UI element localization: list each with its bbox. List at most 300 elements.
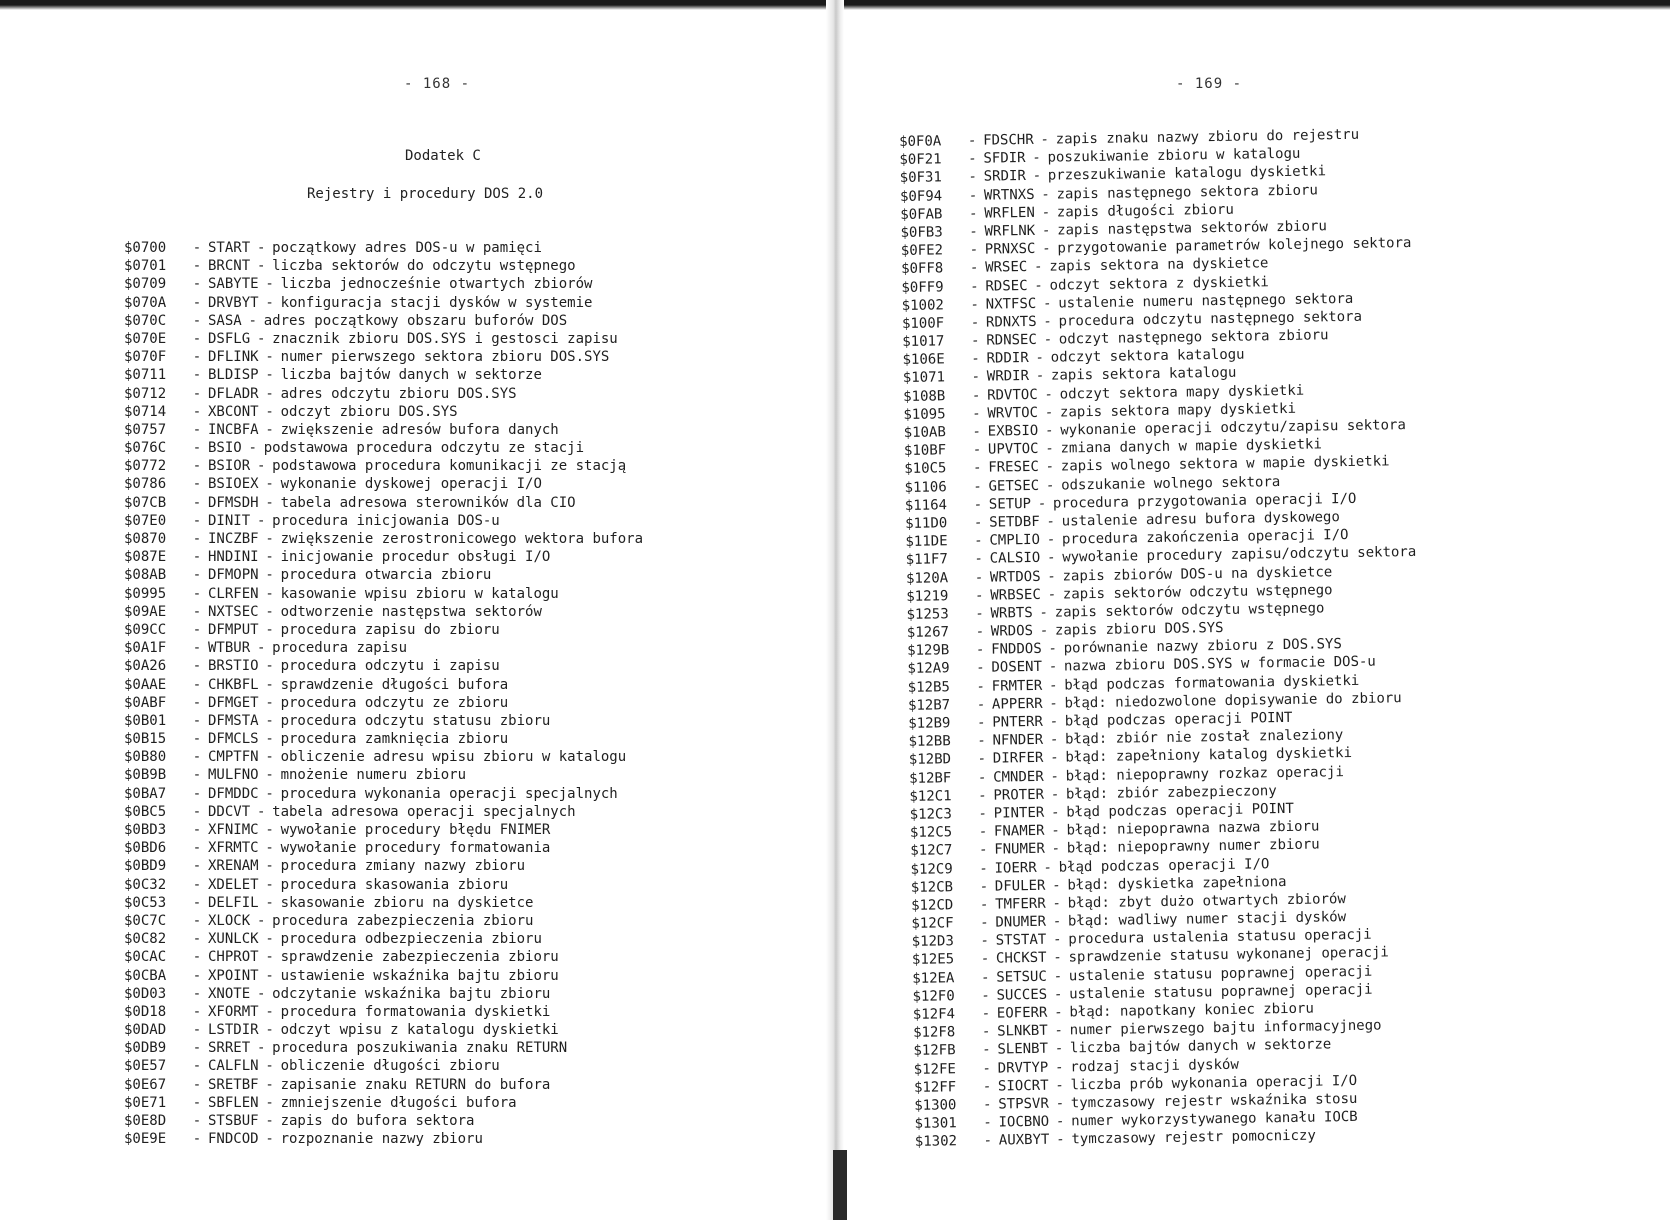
separator-dash: - [1045, 458, 1055, 476]
entry-address: $0BA7 [124, 785, 167, 802]
separator-dash: - [265, 476, 274, 493]
entry-description: liczba prób wykonania operacji I/O [1070, 1072, 1358, 1094]
entry-address: $1071 [902, 369, 946, 387]
separator-dash: - [1050, 768, 1060, 785]
entry-address: $12BF [909, 769, 952, 787]
entry-description: przeszukiwanie katalogu dyskietki [1047, 163, 1327, 185]
entry-name: SETSUC [996, 968, 1047, 986]
separator-dash: - [256, 240, 266, 256]
entry-address: $07CB [124, 494, 167, 511]
entry-name: DRVBYT [208, 294, 259, 311]
entry-description: tabela adresowa operacji specjalnych [272, 803, 576, 820]
entry-description: wywołanie procedury formatowania [280, 840, 551, 857]
separator-dash: - [256, 512, 266, 529]
separator-dash: - [1052, 931, 1062, 948]
entry-description: zapis następnego sektora zbioru [1056, 181, 1318, 203]
register-entry [124, 694, 643, 712]
entry-address: $0711 [124, 367, 167, 384]
separator-dash: - [265, 858, 274, 875]
separator-dash: - [265, 712, 274, 729]
register-entry [124, 403, 643, 421]
entry-description: konfiguracja stacji dysków w systemie [280, 294, 593, 311]
separator-dash: - [265, 385, 274, 402]
separator-dash: - [192, 349, 202, 366]
separator-dash: - [1045, 440, 1054, 457]
register-entry [124, 876, 643, 894]
separator-dash: - [192, 640, 202, 657]
register-entry [124, 1021, 643, 1039]
entry-name: STSTAT [995, 932, 1047, 949]
entry-address: $0E8D [124, 1113, 167, 1129]
entry-description: procedura odczytu i zapisu [280, 658, 500, 675]
separator-dash: - [265, 694, 274, 711]
entry-name: PNTERR [992, 713, 1043, 731]
page-number: - 168 - [404, 76, 471, 92]
entry-name: AUXBYT [998, 1132, 1050, 1149]
entry-name: SETUP [988, 495, 1032, 513]
separator-dash: - [265, 621, 274, 638]
separator-dash: - [265, 1131, 274, 1148]
entry-name: DSFLG [208, 330, 251, 347]
separator-dash: - [248, 312, 257, 329]
separator-dash: - [980, 951, 990, 968]
separator-dash: - [192, 731, 202, 748]
entry-name: WRDIR [986, 368, 1030, 386]
separator-dash: - [1044, 422, 1054, 439]
entry-address: $1095 [903, 406, 946, 423]
register-entry [124, 475, 643, 493]
separator-dash: - [981, 987, 990, 1004]
separator-dash: - [265, 1022, 274, 1039]
separator-dash: - [1056, 1131, 1065, 1148]
entry-address: $12B5 [907, 678, 950, 696]
separator-dash: - [973, 514, 983, 531]
entry-address: $087E [124, 549, 167, 566]
entry-name: APPERR [991, 695, 1043, 713]
separator-dash: - [1046, 531, 1056, 548]
left-page [0, 0, 826, 1220]
separator-dash: - [192, 512, 202, 529]
entry-address: $1267 [906, 624, 950, 641]
separator-dash: - [1053, 949, 1062, 967]
entry-address: $108B [903, 387, 946, 405]
entry-description: ustalenie numeru następnego sektora [1058, 290, 1354, 312]
entry-name: XNOTE [208, 985, 251, 1002]
entry-address: $0F21 [899, 151, 942, 169]
entry-address: $0C32 [124, 876, 167, 893]
separator-dash: - [968, 169, 978, 186]
entry-name: CHPROT [208, 949, 259, 966]
separator-dash: - [265, 1058, 274, 1075]
entry-description: nazwa zbioru DOS.SYS w formacie DOS-u [1063, 654, 1376, 675]
entry-address: $0E57 [124, 1058, 167, 1075]
separator-dash: - [265, 894, 274, 911]
separator-dash: - [192, 312, 202, 329]
register-entry [124, 512, 643, 530]
separator-dash: - [970, 278, 979, 295]
entry-name: XDELET [208, 876, 259, 893]
entry-address: $070A [124, 294, 167, 311]
appendix-subtitle: Rejestry i procedury DOS 2.0 [307, 186, 544, 202]
entry-address: $12A9 [907, 660, 950, 678]
entry-address: $0701 [124, 258, 167, 275]
entry-name: FNDDOS [991, 641, 1042, 658]
entry-description: liczba bajtów danych w sektorze [1069, 1036, 1332, 1057]
entry-description: znacznik zbioru DOS.SYS i gestosci zapisu [272, 330, 618, 347]
entry-name: WRSEC [985, 259, 1028, 276]
separator-dash: - [977, 732, 986, 750]
entry-address: $11F7 [905, 551, 948, 569]
entry-name: STSBUF [208, 1113, 259, 1129]
separator-dash: - [976, 678, 986, 695]
entry-description: początkowy adres DOS-u w pamięci [272, 240, 542, 256]
entry-address: $12E5 [911, 951, 955, 969]
separator-dash: - [192, 276, 202, 293]
separator-dash: - [192, 749, 202, 766]
entry-description: procedura odczytu ze zbioru [280, 694, 509, 711]
entry-description: błąd: napotkany koniec zbioru [1069, 1000, 1314, 1021]
separator-dash: - [192, 476, 202, 493]
register-list [899, 125, 1426, 1151]
separator-dash: - [979, 878, 989, 895]
register-entry [124, 621, 643, 639]
entry-name: XFRMTC [208, 840, 259, 857]
separator-dash: - [1049, 731, 1059, 748]
entry-address: $0FF8 [901, 260, 944, 278]
entry-description: numer pierwszego sektora zbioru DOS.SYS [280, 349, 610, 366]
entry-address: $12EA [912, 969, 955, 987]
entry-address: $0B80 [124, 749, 167, 766]
entry-name: XRENAM [208, 858, 259, 875]
entry-address: $120A [905, 569, 949, 587]
separator-dash: - [975, 623, 985, 640]
entry-name: EXBSIO [987, 422, 1039, 440]
entry-name: XBCONT [208, 403, 259, 420]
entry-description: procedura otwarcia zbioru [280, 567, 492, 584]
entry-address: $0DAD [124, 1022, 167, 1039]
entry-name: FRESEC [988, 459, 1039, 477]
entry-address: $1302 [914, 1133, 958, 1151]
entry-address: $0BD6 [124, 840, 167, 857]
separator-dash: - [1055, 1095, 1065, 1112]
register-entry [124, 712, 643, 730]
separator-dash: - [1050, 749, 1059, 767]
entry-description: ustalenie statusu poprawnej operacji [1069, 981, 1373, 1003]
separator-dash: - [983, 1114, 992, 1131]
register-entry [124, 275, 643, 293]
entry-description: procedura zapisu do zbioru [280, 621, 500, 638]
separator-dash: - [1055, 1077, 1064, 1094]
entry-name: FNUMER [994, 841, 1045, 858]
entry-name: WRTDOS [989, 568, 1041, 586]
entry-address: $0E67 [124, 1076, 167, 1093]
entry-address: $0CBA [124, 967, 167, 984]
entry-address: $0ABF [124, 694, 167, 711]
register-entry [124, 894, 643, 912]
separator-dash: - [978, 805, 988, 822]
separator-dash: - [1043, 331, 1053, 348]
entry-description: sprawdzenie zabezpieczenia zbioru [280, 949, 559, 966]
entry-address: $10BF [903, 442, 947, 460]
separator-dash: - [1051, 822, 1060, 839]
entry-name: PINTER [993, 804, 1045, 822]
separator-dash: - [265, 785, 274, 802]
separator-dash: - [192, 858, 202, 875]
register-entry [124, 857, 643, 875]
entry-description: sprawdzenie długości bufora [280, 676, 509, 693]
entry-description: błąd podczas operacji POINT [1066, 800, 1294, 821]
entry-name: RDDIR [986, 350, 1029, 367]
entry-description: odczytanie wskaźnika bajtu zbioru [272, 985, 551, 1002]
entry-address: $09AE [124, 603, 167, 620]
separator-dash: - [974, 569, 984, 586]
separator-dash: - [1052, 877, 1061, 894]
entry-address: $12CB [910, 878, 954, 896]
entry-description: procedura odczytu statusu zbioru [280, 712, 551, 729]
separator-dash: - [1047, 568, 1056, 585]
register-entry [124, 639, 643, 657]
separator-dash: - [256, 258, 266, 275]
entry-description: liczba jednocześnie otwartych zbiorów [280, 276, 593, 293]
register-entry [124, 239, 643, 257]
entry-name: RDNXTS [985, 313, 1037, 331]
entry-address: $0B15 [124, 731, 167, 748]
entry-address: $070F [124, 349, 167, 366]
separator-dash: - [977, 751, 987, 768]
separator-dash: - [983, 1132, 993, 1150]
separator-dash: - [192, 240, 202, 256]
register-entry [124, 585, 643, 603]
separator-dash: - [1041, 204, 1051, 221]
entry-description: ustalenie statusu poprawnej operacji [1068, 963, 1373, 985]
register-entry [124, 548, 643, 566]
entry-name: IOERR [994, 859, 1037, 877]
entry-address: $1219 [906, 587, 949, 605]
register-entry [124, 330, 643, 348]
entry-name: WRBSEC [990, 586, 1041, 604]
entry-description: odszukanie wolnego sektora [1061, 473, 1281, 494]
separator-dash: - [192, 985, 202, 1002]
separator-dash: - [1049, 695, 1058, 712]
entry-name: LSTDIR [208, 1022, 259, 1039]
entry-address: $0BC5 [124, 803, 167, 820]
separator-dash: - [192, 803, 202, 820]
entry-address: $0FF9 [901, 278, 944, 296]
register-entry [124, 821, 643, 839]
separator-dash: - [970, 332, 980, 349]
entry-name: WRDOS [990, 623, 1034, 640]
entry-description: procedura zapisu [272, 640, 408, 657]
entry-description: wykonanie operacji odczytu/zapisu sektora [1060, 417, 1406, 439]
page-number: - 169 - [1176, 76, 1243, 92]
separator-dash: - [1044, 386, 1054, 403]
separator-dash: - [265, 494, 274, 511]
separator-dash: - [265, 1076, 274, 1093]
entry-name: DFULER [994, 877, 1046, 895]
entry-description: numer pierwszego bajtu informacyjnego [1069, 1017, 1382, 1039]
separator-dash: - [980, 932, 990, 950]
register-entry [124, 657, 643, 675]
entry-description: rodzaj stacji dysków [1070, 1056, 1239, 1075]
entry-description: adres odczytu zbioru DOS.SYS [280, 385, 517, 402]
register-entry [124, 385, 643, 403]
entry-name: SIOCRT [997, 1077, 1049, 1095]
entry-name: SABYTE [208, 276, 259, 293]
entry-name: START [208, 240, 251, 256]
entry-description: wywołanie procedury błędu FNIMER [280, 822, 551, 838]
separator-dash: - [265, 367, 274, 384]
register-entry [124, 930, 643, 948]
entry-address: $12CD [911, 897, 954, 914]
entry-description: błąd: wadliwy numer stacji dysków [1067, 909, 1347, 930]
separator-dash: - [265, 767, 274, 784]
entry-address: $0757 [124, 421, 167, 438]
separator-dash: - [969, 223, 978, 240]
entry-description: zapis sektora na dyskietce [1049, 255, 1269, 275]
entry-address: $1301 [914, 1115, 957, 1133]
entry-name: FNAMER [993, 822, 1045, 840]
entry-name: DOSENT [991, 659, 1043, 677]
entry-description: liczba bajtów danych w sektorze [280, 367, 542, 384]
separator-dash: - [265, 349, 274, 366]
separator-dash: - [981, 1023, 991, 1040]
entry-description: ustalenie adresu bufora dyskowego [1061, 509, 1340, 530]
entry-description: tymczasowy rejestr wskaźnika stosu [1070, 1090, 1358, 1112]
register-entry [124, 839, 643, 857]
entry-description: procedura zabezpieczenia zbioru [272, 912, 534, 929]
entry-description: błąd: zapełniony katalog dyskietki [1065, 745, 1353, 766]
entry-name: XFNIMC [208, 822, 259, 838]
entry-description: obliczenie długości zbioru [280, 1058, 500, 1075]
entry-name: NXTFSC [985, 295, 1037, 313]
separator-dash: - [973, 478, 982, 495]
separator-dash: - [1055, 1113, 1065, 1130]
entry-description: odczyt zbioru DOS.SYS [280, 403, 458, 420]
separator-dash: - [975, 641, 985, 659]
entry-address: $0A1F [124, 640, 167, 657]
entry-description: zapis wolnego sektora w mapie dyskietki [1060, 453, 1390, 475]
register-entry [124, 257, 643, 275]
entry-name: CMPTFN [208, 749, 259, 766]
entry-name: BRCNT [208, 258, 251, 275]
separator-dash: - [192, 767, 202, 784]
separator-dash: - [979, 896, 989, 913]
separator-dash: - [982, 1078, 992, 1095]
register-entry [124, 603, 643, 621]
entry-address: $0772 [124, 458, 167, 475]
entry-name: SBFLEN [208, 1094, 259, 1111]
entry-description: zmniejszenie długości bufora [280, 1094, 517, 1111]
register-entry [124, 785, 643, 803]
separator-dash: - [192, 603, 202, 620]
separator-dash: - [248, 440, 257, 457]
separator-dash: - [1047, 586, 1057, 603]
entry-address: $0B9B [124, 767, 167, 784]
entry-address: $12D3 [911, 933, 954, 951]
separator-dash: - [1043, 859, 1053, 876]
separator-dash: - [977, 769, 987, 786]
entry-name: BSIOR [208, 458, 251, 475]
entry-description: ustawienie wskaźnika bajtu zbioru [280, 967, 559, 984]
entry-name: FNDCOD [208, 1131, 259, 1148]
register-entry [124, 457, 643, 475]
entry-address: $1106 [904, 478, 947, 496]
separator-dash: - [978, 842, 988, 859]
entry-description: tabela adresowa sterowników dla CIO [280, 494, 576, 511]
separator-dash: - [192, 531, 202, 547]
entry-address: $0BD9 [124, 858, 167, 875]
register-entry [124, 348, 643, 366]
entry-name: XLOCK [208, 912, 251, 929]
separator-dash: - [970, 296, 980, 313]
entry-name: INCBFA [208, 421, 259, 438]
separator-dash: - [1052, 913, 1062, 930]
entry-description: procedura formatowania dyskietki [280, 1003, 551, 1020]
separator-dash: - [192, 912, 202, 929]
separator-dash: - [976, 714, 986, 731]
separator-dash: - [976, 660, 985, 677]
separator-dash: - [192, 1003, 202, 1020]
entry-description: zapis zbiorów DOS-u na dyskietce [1062, 563, 1333, 584]
separator-dash: - [972, 460, 982, 477]
entry-description: zapis sektora katalogu [1050, 365, 1237, 385]
entry-description: wywołanie procedury zapisu/odczytu sektora [1062, 544, 1417, 566]
register-entry [124, 1130, 643, 1148]
entry-address: $0712 [124, 385, 167, 402]
entry-address: $12F8 [913, 1024, 956, 1042]
entry-description: zapis znaku nazwy zbioru do rejestru [1055, 126, 1360, 148]
separator-dash: - [1042, 240, 1051, 257]
separator-dash: - [265, 1113, 274, 1129]
entry-address: $1300 [914, 1097, 957, 1114]
separator-dash: - [969, 241, 979, 259]
entry-address: $0709 [124, 276, 167, 293]
separator-dash: - [968, 150, 977, 168]
separator-dash: - [192, 1058, 202, 1075]
entry-description: obliczenie adresu wpisu zbioru w katalogu [280, 749, 627, 766]
separator-dash: - [192, 621, 202, 638]
separator-dash: - [192, 676, 202, 693]
entry-name: SRETBF [208, 1076, 259, 1093]
entry-description: przygotowanie parametrów kolejnego sektora [1057, 235, 1412, 257]
entry-address: $12FF [913, 1078, 957, 1096]
entry-description: błąd: dyskietka zapełniona [1067, 873, 1287, 894]
appendix-heading: Dodatek C [405, 148, 481, 164]
entry-address: $0DB9 [124, 1040, 167, 1057]
entry-name: BLDISP [208, 367, 259, 384]
separator-dash: - [192, 294, 202, 311]
register-entry [124, 366, 643, 384]
separator-dash: - [192, 1131, 202, 1148]
separator-dash: - [192, 403, 202, 420]
entry-address: $10C5 [904, 460, 947, 478]
register-entry [124, 912, 643, 930]
entry-description: zapisanie znaku RETURN do bufora [280, 1076, 551, 1093]
separator-dash: - [976, 696, 986, 713]
entry-description: procedura wykonania operacji specjalnych [280, 785, 618, 802]
entry-description: błąd: zbiór nie został znaleziony [1065, 727, 1344, 748]
entry-description: błąd: niepoprawna nazwa zbioru [1066, 818, 1320, 839]
entry-description: zapis następstwa sektorów zbioru [1057, 218, 1327, 239]
separator-dash: - [192, 967, 202, 984]
entry-name: CALFLN [208, 1058, 259, 1075]
separator-dash: - [972, 405, 981, 422]
entry-name: DFMDDC [208, 785, 259, 802]
entry-address: $0C7C [124, 912, 167, 929]
entry-address: $0FAB [900, 206, 943, 223]
entry-name: SFDIR [983, 150, 1026, 167]
entry-name: PRNXSC [984, 240, 1036, 258]
